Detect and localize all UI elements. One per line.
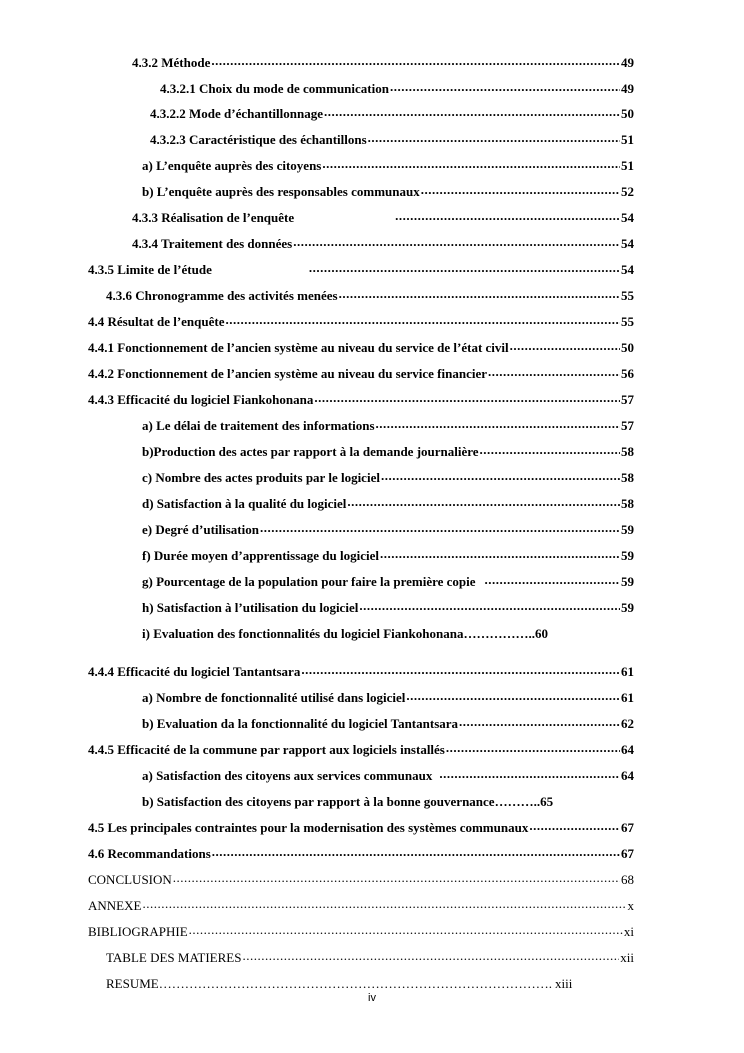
toc-entry-page: x — [627, 898, 634, 913]
toc-entry[interactable] — [132, 55, 634, 71]
toc-entry[interactable] — [160, 81, 634, 97]
toc-entry-label: BIBLIOGRAPHIE — [88, 924, 188, 939]
toc-leader-dots — [368, 132, 620, 144]
toc-leader-dots — [173, 872, 620, 884]
toc-entry-page: 59 — [621, 600, 634, 615]
toc-leader-dots — [529, 820, 620, 832]
toc-entry-page: 58 — [621, 470, 634, 485]
toc-entry[interactable] — [132, 236, 634, 252]
toc-entry-label: RESUME — [106, 976, 159, 991]
toc-entry-page: xi — [623, 924, 634, 939]
toc-entry-label: b) Satisfaction des citoyens par rapport à la bonne gouvernance — [142, 794, 495, 809]
toc-entry[interactable] — [106, 976, 634, 992]
toc-leader-dots — [260, 522, 620, 534]
toc-leader-dots — [314, 392, 620, 404]
toc-leader-dots — [421, 184, 620, 196]
toc-entry-label: i) Evaluation des fonctionnalités du logiciel Fiankohonana — [142, 626, 464, 641]
toc-entry-label: d) Satisfaction à la qualité du logiciel — [142, 496, 347, 511]
toc-entry-page: 57 — [621, 392, 634, 407]
toc-leader-dots — [459, 716, 620, 728]
page-number-footer: iv — [368, 992, 376, 1004]
toc-leader-dots — [439, 768, 620, 780]
toc-entry-label: b) Evaluation da la fonctionnalité du logiciel Tantantsara — [142, 716, 459, 731]
toc-entry-page: 54 — [621, 210, 634, 225]
toc-entry[interactable] — [88, 924, 634, 940]
toc-entry[interactable] — [142, 158, 634, 174]
toc-entry-page: 62 — [621, 716, 634, 731]
toc-leader-dots — [301, 664, 620, 676]
toc-leader-dots — [339, 288, 620, 300]
toc-leader-dots — [293, 236, 620, 248]
toc-leader-dots — [376, 418, 620, 430]
toc-leader-ellipsis: …………….. — [463, 626, 535, 641]
toc-entry-page: 67 — [621, 846, 634, 861]
toc-entry-page: 65 — [540, 794, 554, 809]
toc-entry-page: 51 — [621, 158, 634, 173]
toc-entry[interactable] — [88, 820, 634, 836]
toc-entry-label: h) Satisfaction à l’utilisation du logiciel — [142, 600, 359, 615]
toc-leader-dots — [381, 470, 620, 482]
toc-leader-dots — [309, 262, 620, 274]
toc-entry[interactable] — [142, 548, 634, 564]
toc-entry[interactable] — [142, 716, 634, 732]
toc-leader-dots — [446, 742, 620, 754]
toc-entry[interactable] — [132, 210, 634, 226]
toc-entry[interactable] — [142, 690, 634, 706]
toc-entry-page: 59 — [621, 574, 634, 589]
toc-entry-page: 58 — [621, 444, 634, 459]
toc-leader-dots — [485, 574, 620, 586]
toc-entry-page: 68 — [621, 872, 634, 887]
toc-leader-dots — [324, 106, 620, 118]
toc-entry[interactable] — [142, 600, 634, 616]
toc-entry-page: xiii — [554, 976, 573, 991]
toc-entry-page: 52 — [621, 184, 634, 199]
toc-entry[interactable] — [88, 340, 634, 356]
toc-entry-label: a) L’enquête auprès des citoyens — [142, 158, 322, 173]
toc-entry-label: b) L’enquête auprès des responsables communaux — [142, 184, 420, 199]
toc-entry[interactable] — [88, 664, 634, 680]
toc-entry-page: 54 — [621, 262, 634, 277]
toc-leader-dots — [322, 158, 620, 170]
toc-entry-page: 55 — [621, 288, 634, 303]
toc-entry[interactable] — [142, 184, 634, 200]
toc-entry[interactable] — [142, 444, 634, 460]
toc-entry-label: 4.4.4 Efficacité du logiciel Tantantsara — [88, 664, 301, 679]
toc-entry-label: a) Nombre de fonctionnalité utilisé dans logiciel — [142, 690, 406, 705]
toc-leader-dots — [347, 496, 620, 508]
toc-entry-label: 4.6 Recommandations — [88, 846, 211, 861]
toc-entry-page: 54 — [621, 236, 634, 251]
toc-entry[interactable] — [88, 314, 634, 330]
toc-leader-dots — [406, 690, 620, 702]
toc-leader-dots — [142, 898, 626, 910]
toc-entry-label: 4.3.6 Chronogramme des activités menées — [106, 288, 338, 303]
toc-entry[interactable] — [88, 392, 634, 408]
toc-leader-dots — [211, 55, 620, 67]
toc-leader-ellipsis: ……….. — [494, 794, 541, 809]
toc-entry-label: f) Durée moyen d’apprentissage du logiciel — [142, 548, 379, 563]
toc-entry[interactable] — [150, 132, 634, 148]
toc-entry[interactable] — [88, 872, 634, 888]
toc-entry[interactable] — [150, 106, 634, 122]
toc-entry[interactable] — [106, 288, 634, 304]
toc-entry-page: 50 — [621, 106, 634, 121]
toc-entry-label: 4.4.5 Efficacité de la commune par rapport aux logiciels installés — [88, 742, 445, 757]
toc-entry[interactable] — [142, 768, 634, 784]
toc-leader-dots — [359, 600, 620, 612]
toc-entry[interactable] — [142, 574, 634, 590]
toc-entry-page: 61 — [621, 690, 634, 705]
toc-entry-page: 57 — [621, 418, 634, 433]
toc-entry-page: 58 — [621, 496, 634, 511]
toc-entry[interactable] — [142, 470, 634, 486]
toc-entry-page: 64 — [621, 742, 634, 757]
toc-entry-label: 4.3.3 Réalisation de l’enquête — [132, 210, 295, 225]
toc-entry-label: 4.4 Résultat de l’enquête — [88, 314, 225, 329]
toc-entry-page: xii — [620, 950, 634, 965]
toc-entry-page: 49 — [621, 55, 634, 70]
toc-entry[interactable] — [142, 794, 620, 810]
toc-entry-page: 59 — [621, 548, 634, 563]
toc-entry-label: a) Le délai de traitement des informations — [142, 418, 375, 433]
toc-entry[interactable] — [88, 366, 634, 382]
toc-entry[interactable] — [142, 626, 620, 642]
toc-entry-label: 4.3.4 Traitement des données — [132, 236, 293, 251]
toc-entry-label: a) Satisfaction des citoyens aux services communaux — [142, 768, 433, 783]
toc-entry-label: ANNEXE — [88, 898, 142, 913]
toc-entry[interactable] — [142, 418, 634, 434]
toc-entry-page: 67 — [621, 820, 634, 835]
toc-entry-label: 4.3.2.3 Caractéristique des échantillons — [150, 132, 367, 147]
toc-entry-label: 4.3.2.2 Mode d’échantillonnage — [150, 106, 323, 121]
toc-leader-dots — [380, 548, 620, 560]
toc-leader-dots — [189, 924, 623, 936]
toc-entry-label: 4.3.2.1 Choix du mode de communication — [160, 81, 389, 96]
toc-leader-dots — [226, 314, 621, 326]
toc-leader-dots — [242, 950, 619, 962]
toc-entry-page: 59 — [621, 522, 634, 537]
toc-entry[interactable] — [142, 496, 634, 512]
toc-entry-label: e) Degré d’utilisation — [142, 522, 259, 537]
toc-leader-dots — [390, 81, 620, 93]
toc-entry[interactable] — [88, 262, 634, 278]
toc-entry-page: 55 — [621, 314, 634, 329]
toc-entry-page: 60 — [534, 626, 548, 641]
toc-entry[interactable] — [88, 898, 634, 914]
toc-entry[interactable] — [142, 522, 634, 538]
toc-entry-page: 56 — [621, 366, 634, 381]
toc-entry-page: 61 — [621, 664, 634, 679]
toc-leader-dots — [480, 444, 620, 456]
toc-leader-dots — [395, 210, 620, 222]
toc-leader-ellipsis: ………………………………………………………………………………. — [158, 976, 552, 991]
toc-entry-label: 4.4.3 Efficacité du logiciel Fiankohonana — [88, 392, 314, 407]
toc-entry-label: CONCLUSION — [88, 872, 172, 887]
toc-leader-dots — [488, 366, 620, 378]
toc-entry-label: b)Production des actes par rapport à la demande journalière — [142, 444, 479, 459]
toc-entry-label: g) Pourcentage de la population pour faire la première copie — [142, 574, 476, 589]
toc-entry[interactable] — [88, 742, 634, 758]
toc-entry-page: 51 — [621, 132, 634, 147]
toc-entry-label: 4.3.5 Limite de l’étude — [88, 262, 212, 277]
toc-entry-label: 4.4.1 Fonctionnement de l’ancien système au niveau du service de l’état civil — [88, 340, 509, 355]
toc-entry-label: 4.4.2 Fonctionnement de l’ancien système au niveau du service financier — [88, 366, 487, 381]
toc-entry-label: 4.5 Les principales contraintes pour la modernisation des systèmes communaux — [88, 820, 529, 835]
toc-entry[interactable] — [88, 846, 634, 862]
toc-entry-label: TABLE DES MATIERES — [106, 950, 242, 965]
toc-entry-label: 4.3.2 Méthode — [132, 55, 211, 70]
toc-leader-dots — [212, 846, 620, 858]
toc-entry-label: c) Nombre des actes produits par le logiciel — [142, 470, 380, 485]
toc-entry-page: 64 — [621, 768, 634, 783]
toc-leader-dots — [510, 340, 620, 352]
toc-entry-page: 50 — [621, 340, 634, 355]
toc-entry-page: 49 — [621, 81, 634, 96]
toc-entry[interactable] — [106, 950, 634, 966]
